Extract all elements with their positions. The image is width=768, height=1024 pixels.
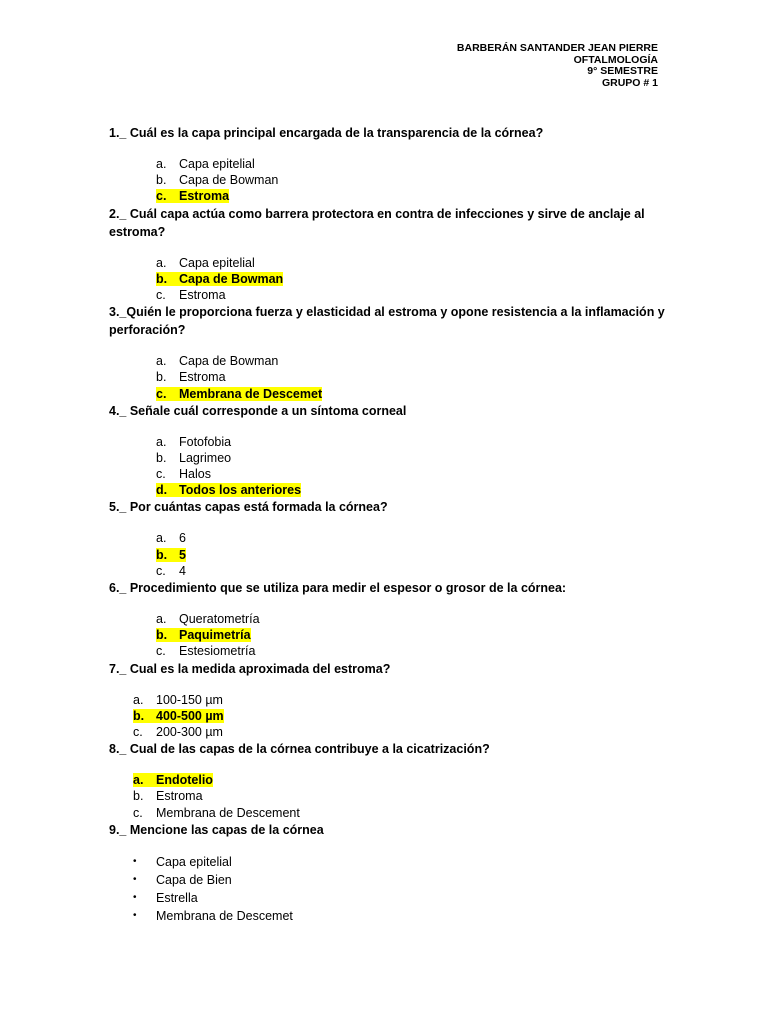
option-correct	[109, 627, 669, 643]
option-text: Capa de Bowman	[179, 173, 279, 188]
question-text: 4._ Señale cuál corresponde a un síntoma corneal	[109, 403, 407, 418]
option-letter: c.	[156, 287, 166, 302]
option-text: Estroma	[179, 370, 226, 385]
option-letter: a.	[156, 354, 167, 369]
bullet-item	[109, 907, 669, 925]
option-highlight	[156, 256, 255, 270]
option-highlight	[133, 725, 223, 739]
option-list	[109, 772, 669, 821]
option-text: Membrana de Descemet	[179, 386, 323, 401]
option-highlight	[156, 467, 211, 481]
question-8	[109, 740, 669, 821]
option-highlight	[156, 157, 255, 171]
question-text: 9._ Mencione las capas de la córnea	[109, 822, 324, 837]
option-highlight	[156, 387, 322, 401]
option	[109, 156, 669, 172]
option-letter: b.	[133, 789, 144, 804]
option	[109, 369, 669, 385]
option-letter: a.	[156, 612, 167, 626]
option	[109, 611, 669, 627]
option-text: Estroma	[179, 189, 230, 204]
option-letter: a.	[156, 434, 167, 449]
option-text: Paquimetría	[179, 628, 251, 643]
option-text: Capa de Bowman	[179, 271, 284, 286]
bullet-text: Estrella	[156, 890, 198, 905]
question-1	[109, 124, 669, 205]
bullet-text: Capa de Bien	[156, 872, 232, 887]
question-3	[109, 303, 669, 402]
author-name: BARBERÁN SANTANDER JEAN PIERRE	[456, 42, 658, 54]
option-letter: a.	[156, 255, 167, 270]
option-letter: c.	[156, 189, 167, 204]
option	[109, 466, 669, 482]
question-text: 7._ Cual es la medida aproximada del estroma?	[109, 661, 391, 676]
option-text: Capa de Bowman	[179, 354, 279, 369]
option-highlight	[133, 709, 224, 723]
option-correct	[109, 772, 669, 788]
option-letter: b.	[133, 708, 145, 723]
option-text: Endotelio	[156, 773, 213, 788]
option	[109, 434, 669, 450]
option-highlight	[156, 548, 186, 562]
option-text: 100-150 µm	[156, 692, 223, 707]
option-list	[109, 353, 669, 402]
subject-label: OFTALMOLOGÍA	[573, 53, 658, 66]
question-7	[109, 660, 669, 741]
option-list	[109, 611, 669, 660]
quiz-content	[109, 124, 669, 925]
option-letter: a.	[156, 531, 167, 546]
option-letter: c.	[156, 386, 167, 401]
option-text: 5	[179, 547, 186, 562]
option-highlight	[156, 370, 226, 384]
option-text: Todos los anteriores	[179, 483, 302, 498]
option-text: 200-300 µm	[156, 724, 223, 739]
question-2	[109, 205, 669, 304]
option-letter: b.	[156, 628, 168, 643]
option-highlight	[156, 435, 231, 449]
bullet-text: Capa epitelial	[156, 854, 232, 869]
option-correct	[109, 547, 669, 563]
option-highlight	[133, 806, 300, 820]
question-text: 2._ Cuál capa actúa como barrera protectora en contra de infecciones y sirve de anclaje al estroma?	[109, 206, 645, 239]
option-highlight	[156, 612, 260, 626]
option-text: 4	[179, 563, 186, 578]
option-list	[109, 434, 669, 499]
option-highlight	[156, 531, 186, 545]
option-highlight	[156, 189, 229, 203]
bullet-icon: •	[133, 909, 137, 921]
option-letter: b.	[156, 173, 167, 188]
option	[109, 255, 669, 271]
option	[109, 353, 669, 369]
option	[109, 724, 669, 740]
bullet-list	[109, 853, 669, 925]
option-highlight	[156, 451, 231, 465]
option-highlight	[156, 483, 301, 497]
bullet-item	[109, 889, 669, 907]
option	[109, 788, 669, 804]
option-letter: c.	[133, 805, 143, 820]
option-letter: b.	[156, 271, 168, 286]
question-5	[109, 498, 669, 579]
option	[109, 172, 669, 188]
question-text: 3._Quién le proporciona fuerza y elasticidad al estroma y opone resistencia a la inflamación y perforación?	[109, 305, 665, 338]
option-letter: b.	[156, 547, 168, 562]
option-text: Capa epitelial	[179, 255, 255, 270]
option-text: Estesiometría	[179, 644, 256, 659]
bullet-item	[109, 871, 669, 889]
option-text: Queratometría	[179, 612, 260, 626]
option-correct	[109, 271, 669, 287]
question-4	[109, 402, 669, 499]
option-text: 6	[179, 531, 186, 546]
option-highlight	[133, 773, 213, 787]
option	[109, 450, 669, 466]
group-label: GRUPO # 1	[601, 76, 658, 89]
bullet-text: Membrana de Descemet	[156, 908, 293, 923]
option-highlight	[156, 628, 251, 642]
option-text: Estroma	[179, 287, 226, 302]
option-list	[109, 692, 669, 741]
option-correct	[109, 708, 669, 724]
question-text: 6._ Procedimiento que se utiliza para medir el espesor o grosor de la córnea:	[109, 581, 567, 595]
option-letter: d.	[156, 483, 168, 498]
bullet-icon: •	[133, 855, 137, 867]
option-highlight	[133, 693, 223, 707]
option-list	[109, 255, 669, 304]
option-correct	[109, 482, 669, 498]
option-letter: a.	[156, 157, 167, 171]
option-text: Estroma	[156, 789, 203, 804]
option	[109, 530, 669, 546]
question-9	[109, 821, 669, 925]
option-letter: c.	[133, 724, 143, 739]
option	[109, 643, 669, 659]
option-text: Capa epitelial	[179, 157, 255, 171]
option-highlight	[156, 173, 278, 187]
option-text: Halos	[179, 467, 211, 482]
option-highlight	[156, 564, 186, 578]
option-text: Membrana de Descement	[156, 805, 300, 820]
option-highlight	[156, 272, 283, 286]
option-highlight	[156, 644, 255, 658]
option-text: Lagrimeo	[179, 450, 232, 465]
question-list	[109, 124, 669, 821]
bullet-item	[109, 853, 669, 871]
option-correct	[109, 386, 669, 402]
option-letter: c.	[156, 467, 166, 482]
option-letter: a.	[133, 692, 144, 707]
question-text: 1._ Cuál es la capa principal encargada de la transparencia de la córnea?	[109, 126, 544, 140]
option-highlight	[133, 789, 203, 803]
option-letter: b.	[156, 450, 167, 465]
question-6	[109, 579, 669, 660]
option-text: Fotofobia	[179, 434, 232, 449]
option	[109, 287, 669, 303]
document-header	[457, 43, 658, 89]
bullet-icon: •	[133, 873, 137, 885]
question-text: 5._ Por cuántas capas está formada la córnea?	[109, 500, 388, 515]
option-letter: c.	[156, 644, 166, 659]
option-list	[109, 530, 669, 579]
semester-label: 9° SEMESTRE	[587, 65, 658, 77]
option-list	[109, 156, 669, 205]
option-letter: b.	[156, 370, 167, 385]
option-highlight	[156, 354, 278, 368]
option-text: 400-500 µm	[156, 708, 224, 723]
option	[109, 805, 669, 821]
option	[109, 692, 669, 708]
option-highlight	[156, 288, 226, 302]
option-correct	[109, 188, 669, 204]
option-letter: a.	[133, 773, 144, 788]
bullet-icon: •	[133, 891, 137, 903]
question-text: 8._ Cual de las capas de la córnea contribuye a la cicatrización?	[109, 742, 490, 757]
option-letter: c.	[156, 563, 166, 578]
option	[109, 563, 669, 579]
